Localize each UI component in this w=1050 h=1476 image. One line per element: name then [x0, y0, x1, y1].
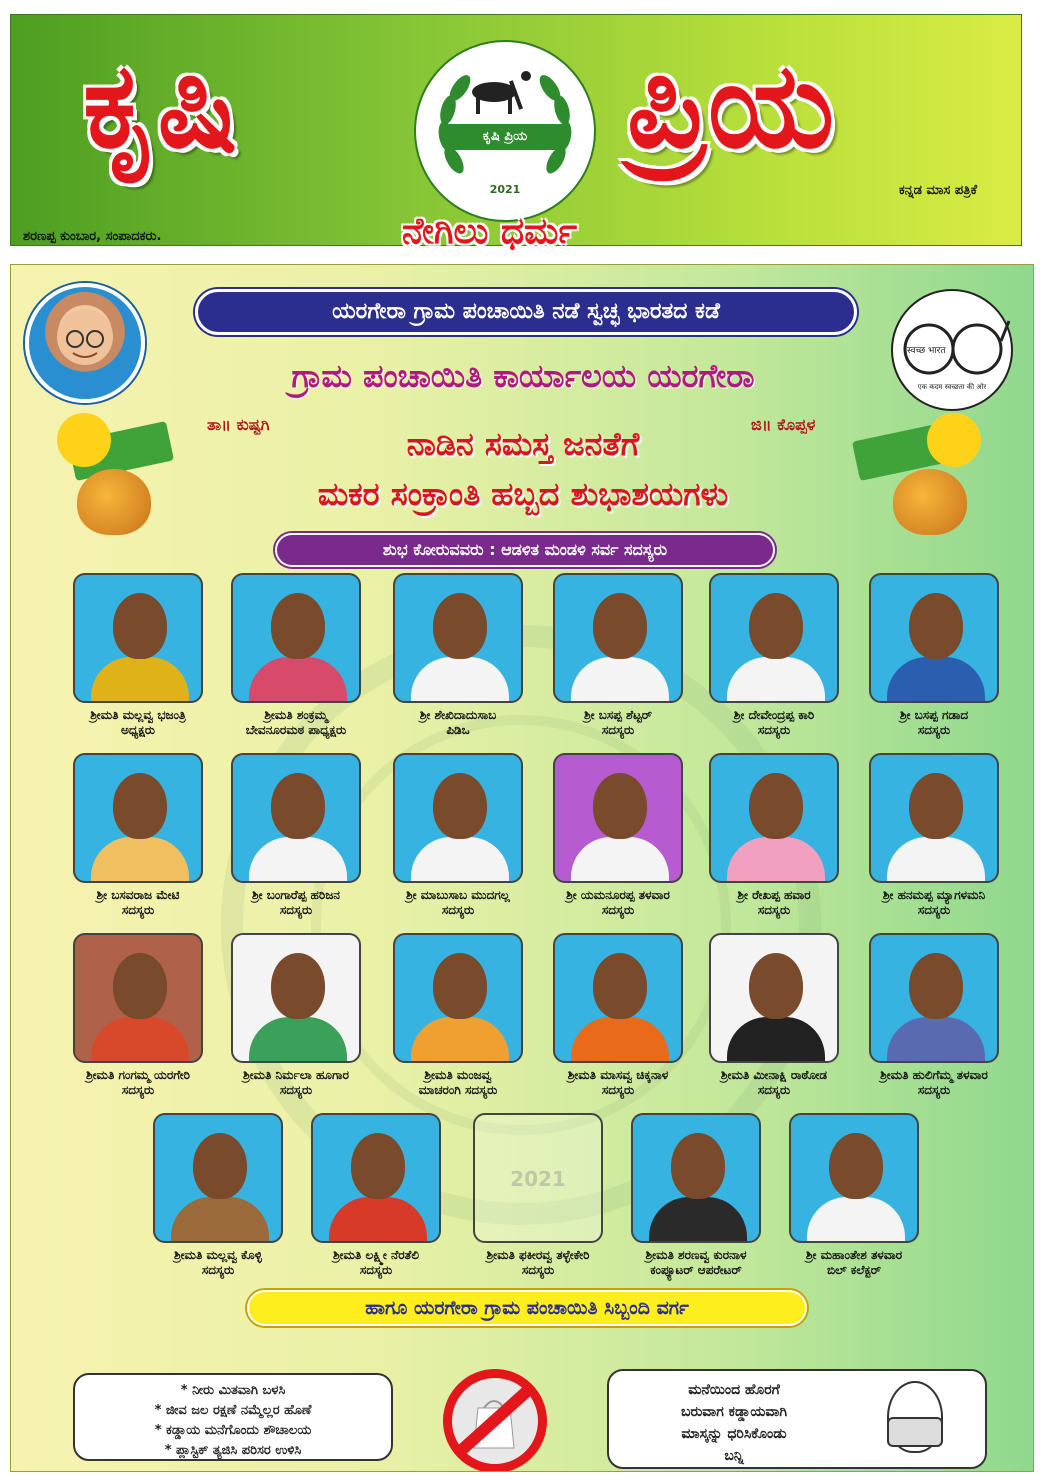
mask-line: ಬನ್ನಿ	[724, 1448, 744, 1464]
mask-line: ಬರುವಾಗ ಕಡ್ಡಾಯವಾಗಿ	[680, 1404, 788, 1420]
member-card	[373, 573, 543, 738]
member-photo	[709, 753, 839, 883]
member-photo-body	[571, 657, 669, 703]
member-photo-body	[571, 1017, 669, 1063]
member-name: ಶ್ರೀಮತಿ ಮಲ್ಲವ್ವ ಭಜಂತ್ರಿ	[90, 708, 186, 722]
member-photo-body	[249, 837, 347, 883]
member-card	[849, 573, 1019, 738]
masthead-subhead: ನೇಗಿಲು ಧರ್ಮ	[402, 211, 577, 252]
member-role: ಪಿಡಿಒ	[446, 723, 470, 737]
member-photo-face	[433, 953, 487, 1019]
member-role: ಕಂಪ್ಯೂಟರ್ ಆಪರೇಟರ್	[650, 1263, 742, 1277]
member-photo-face	[749, 953, 803, 1019]
tip-item: * ಜೀವ ಜಲ ರಕ್ಷಣೆ ನಮ್ಮೆಲ್ಲರ ಹೊಣೆ	[154, 1403, 312, 1418]
placeholder-watermark-year: 2021	[510, 1167, 566, 1191]
member-name: ಶ್ರೀಮತಿ ನಿರ್ಮಲಾ ಹೂಗಾರ	[242, 1068, 350, 1082]
member-role: ಸದಸ್ಯರು	[757, 723, 791, 737]
member-photo-face	[113, 593, 167, 659]
no-plastic-icon	[443, 1369, 547, 1472]
swachh-subtext: एक कदम स्वच्छता की ओर	[917, 383, 987, 391]
member-photo-face	[113, 953, 167, 1019]
member-name: ಶ್ರೀಮತಿ ಮಾಸವ್ವ ಚಿಕ್ಕನಾಳ	[567, 1068, 669, 1082]
member-card	[849, 933, 1019, 1098]
member-card	[53, 933, 223, 1098]
member-photo	[73, 933, 203, 1063]
member-name: ಶ್ರೀಮತಿ ಶರಣವ್ವ ಕುರನಾಳ	[645, 1248, 747, 1262]
member-card	[133, 1113, 303, 1278]
member-photo-body	[887, 837, 985, 883]
member-photo	[311, 1113, 441, 1243]
editor-credit: ಶರಣಪ್ಪ ಕುಂಬಾರ, ಸಂಪಾದಕರು.	[23, 229, 162, 244]
member-name: ಶ್ರೀ ದೇವೇಂದ್ರಪ್ಪ ಕಾರಿ	[733, 708, 815, 722]
member-photo-body	[727, 837, 825, 883]
member-name: ಶ್ರೀ ಬಸವರಾಜ ಮೇಟಿ	[96, 888, 180, 902]
member-photo-face	[433, 593, 487, 659]
member-photo-face	[749, 593, 803, 659]
tip-item: * ಪ್ಲಾಸ್ಟಿಕ್ ತ್ಯಜಿಸಿ ಪರಿಸರ ಉಳಿಸಿ	[164, 1443, 302, 1458]
member-photo	[869, 933, 999, 1063]
member-photo-body	[171, 1197, 269, 1243]
member-name: ಶ್ರೀಮತಿ ಫಕೀರವ್ವ ತಳ್ಳೇಕೇರಿ	[486, 1248, 590, 1262]
member-role: ಅಧ್ಯಕ್ಷರು	[121, 723, 155, 737]
member-name: ಶ್ರೀಮತಿ ಶಂಕ್ರಮ್ಮ	[264, 708, 328, 722]
swachh-text: स्वच्छ भारत	[907, 346, 946, 356]
mask-line: ಮನೆಯಿಂದ ಹೊರಗೆ	[688, 1382, 780, 1398]
member-role: ಸದಸ್ಯರು	[757, 903, 791, 917]
member-photo	[553, 753, 683, 883]
tip-item: * ಕಡ್ಡಾಯ ಮನೆಗೊಂದು ಶೌಚಾಲಯ	[154, 1423, 312, 1438]
member-card	[533, 753, 703, 918]
magazine-tagline: ಕನ್ನಡ ಮಾಸ ಪತ್ರಿಕೆ	[898, 183, 977, 198]
masthead-title-left: ಕೃಷಿ	[83, 36, 238, 174]
member-name: ಶ್ರೀ ಬಸಪ್ಪ ಶೆಟ್ಟರ್	[583, 708, 653, 722]
member-role: ಸದಸ್ಯರು	[121, 1083, 155, 1097]
member-role: ಸದಸ್ಯರು	[359, 1263, 393, 1277]
member-role: ಸದಸ್ಯರು	[201, 1263, 235, 1277]
taluk-label: ತಾ॥ ಕುಷ್ಟಗಿ	[207, 415, 270, 434]
member-photo-face	[271, 593, 325, 659]
member-photo-body	[411, 657, 509, 703]
face-mask-icon	[865, 1377, 963, 1463]
member-photo-body	[727, 1017, 825, 1063]
member-card	[291, 1113, 461, 1278]
greeting-line-2: ಮಕರ ಸಂಕ್ರಾಂತಿ ಹಬ್ಬದ ಶುಭಾಶಯಗಳು	[317, 475, 729, 513]
member-role: ಸದಸ್ಯರು	[601, 1083, 635, 1097]
member-name: ಶ್ರೀಮತಿ ಮಂಜವ್ವ	[424, 1068, 492, 1082]
member-photo-body	[411, 1017, 509, 1063]
member-photo-body	[649, 1197, 747, 1243]
member-name: ಶ್ರೀಮತಿ ಮೀನಾಕ್ಷಿ ರಾಠೋಡ	[720, 1068, 828, 1082]
member-photo-body	[887, 657, 985, 703]
member-name: ಶ್ರೀ ಹನಮಪ್ಪ ಮ್ಯಾಗಳಮನಿ	[882, 888, 986, 902]
member-card	[453, 1113, 623, 1278]
member-photo-face	[351, 1133, 405, 1199]
member-photo-face	[433, 773, 487, 839]
member-photo-face	[113, 773, 167, 839]
member-photo	[393, 573, 523, 703]
greeting-line-1: ನಾಡಿನ ಸಮಸ್ತ ಜನತೆಗೆ	[406, 425, 640, 463]
member-card	[689, 933, 859, 1098]
member-name: ಶ್ರೀ ಬಂಗಾರೆಪ್ಪ ಹರಿಜನ	[252, 888, 340, 902]
member-card	[53, 753, 223, 918]
member-photo-body	[727, 657, 825, 703]
member-card	[373, 933, 543, 1098]
member-photo	[231, 753, 361, 883]
member-photo	[709, 573, 839, 703]
member-card	[211, 753, 381, 918]
krishi-priya-logo-icon	[414, 40, 596, 222]
member-card	[373, 753, 543, 918]
logo-year: 2021	[489, 183, 521, 196]
member-name: ಶ್ರೀ ಮಾಬುಸಾಬ ಮುದಗಲ್ಲ	[406, 888, 510, 902]
member-role: ಸದಸ್ಯರು	[441, 903, 475, 917]
member-name: ಶ್ರೀಮತಿ ಹುಲಿಗೆಮ್ಮ ತಳವಾರ	[880, 1068, 988, 1082]
member-card	[211, 933, 381, 1098]
member-role: ಬಿಲ್ ಕಲೆಕ್ಟರ್	[826, 1263, 882, 1277]
member-photo	[73, 573, 203, 703]
member-card	[689, 573, 859, 738]
mask-notice-text	[619, 1379, 849, 1467]
member-photo	[553, 933, 683, 1063]
member-card	[769, 1113, 939, 1278]
member-name: ಶ್ರೀ ಯಮನೂರಪ್ಪ ತಳವಾರ	[566, 888, 670, 902]
member-photo	[473, 1113, 603, 1243]
member-photo	[553, 573, 683, 703]
member-photo	[231, 573, 361, 703]
member-photo-body	[411, 837, 509, 883]
member-photo-body	[329, 1197, 427, 1243]
member-role: ಸದಸ್ಯರು	[757, 1083, 791, 1097]
masthead	[10, 14, 1022, 252]
member-role: ಸದಸ್ಯರು	[917, 903, 951, 917]
member-photo-face	[829, 1133, 883, 1199]
member-photo-body	[249, 1017, 347, 1063]
member-role: ಸದಸ್ಯರು	[601, 723, 635, 737]
member-photo-body	[91, 837, 189, 883]
member-role: ಸದಸ್ಯರು	[121, 903, 155, 917]
member-name: ಶ್ರೀ ಬಸಪ್ಪ ಗಡಾದ	[899, 708, 969, 722]
clean-india-banner: ಯರಗೇರಾ ಗ್ರಾಮ ಪಂಚಾಯಿತಿ ನಡೆ ಸ್ವಚ್ಛ ಭಾರತದ ಕಡೆ	[195, 289, 857, 335]
member-photo-face	[909, 593, 963, 659]
member-photo-body	[91, 1017, 189, 1063]
member-photo-face	[271, 953, 325, 1019]
member-name: ಶ್ರೀ ರೇಖಪ್ಪ ಹವಾರ	[737, 888, 811, 902]
member-card	[533, 933, 703, 1098]
member-role: ಸದಸ್ಯರು	[279, 1083, 313, 1097]
member-photo-face	[671, 1133, 725, 1199]
member-role: ಮಾಚರಂಗಿ ಸದಸ್ಯರು	[418, 1083, 498, 1097]
member-card	[611, 1113, 781, 1278]
mask-cloth	[887, 1417, 943, 1447]
member-role: ಸದಸ್ಯರು	[279, 903, 313, 917]
member-role: ಬೇವನೂರಮಠ ಪಾಧ್ಯಕ್ಷರು	[245, 723, 347, 737]
staff-banner: ಹಾಗೂ ಯರಗೇರಾ ಗ್ರಾಮ ಪಂಚಾಯಿತಿ ಸಿಬ್ಬಂದಿ ವರ್ಗ	[247, 1290, 807, 1326]
member-photo-face	[271, 773, 325, 839]
logo-band-text: ಕೃಷಿ ಪ್ರಿಯ	[446, 124, 564, 150]
member-photo-body	[807, 1197, 905, 1243]
tip-item: * ನೀರು ಮಿತವಾಗಿ ಬಳಸಿ	[180, 1383, 286, 1398]
member-photo-face	[909, 773, 963, 839]
member-photo	[231, 933, 361, 1063]
panchayat-office-title: ಗ್ರಾಮ ಪಂಚಾಯಿತಿ ಕಾರ್ಯಾಲಯ ಯರಗೇರಾ	[291, 357, 755, 395]
member-card	[211, 573, 381, 738]
mask-notice-box	[607, 1369, 987, 1469]
member-role: ಸದಸ್ಯರು	[521, 1263, 555, 1277]
member-name: ಶ್ರೀಮತಿ ಮಲ್ಲವ್ವ ಕೊಳ್ಳಿ	[174, 1248, 262, 1262]
member-card	[533, 573, 703, 738]
member-photo-body	[571, 837, 669, 883]
member-name: ಶ್ರೀ ಶೇಖಿದಾದುಸಾಬ	[419, 708, 497, 722]
greeting-poster	[10, 264, 1034, 1472]
tips-box	[73, 1373, 393, 1461]
member-photo-face	[593, 773, 647, 839]
member-name: ಶ್ರೀ ಮಹಾಂತೇಶ ತಳವಾರ	[805, 1248, 903, 1262]
member-photo	[393, 753, 523, 883]
member-name: ಶ್ರೀಮತಿ ಗಂಗಮ್ಮ ಯರಗೇರಿ	[86, 1068, 190, 1082]
member-photo	[73, 753, 203, 883]
member-photo	[393, 933, 523, 1063]
district-label: ಜಿ॥ ಕೊಪ್ಪಳ	[751, 415, 816, 434]
member-photo-face	[909, 953, 963, 1019]
member-photo-face	[593, 593, 647, 659]
wishers-banner: ಶುಭ ಕೋರುವವರು : ಆಡಳಿತ ಮಂಡಳಿ ಸರ್ವ ಸದಸ್ಯರು	[275, 533, 775, 567]
member-photo	[869, 573, 999, 703]
member-photo-body	[91, 657, 189, 703]
member-card	[689, 753, 859, 918]
member-photo-face	[193, 1133, 247, 1199]
member-photo	[869, 753, 999, 883]
member-card	[53, 573, 223, 738]
member-role: ಸದಸ್ಯರು	[601, 903, 635, 917]
member-photo	[709, 933, 839, 1063]
member-photo	[631, 1113, 761, 1243]
masthead-title-right: ಪ್ರಿಯ	[627, 36, 835, 174]
member-photo-face	[749, 773, 803, 839]
member-role: ಸದಸ್ಯರು	[917, 1083, 951, 1097]
member-photo-body	[887, 1017, 985, 1063]
member-photo	[153, 1113, 283, 1243]
member-photo	[789, 1113, 919, 1243]
member-card	[849, 753, 1019, 918]
member-name: ಶ್ರೀಮತಿ ಲಕ್ಷ್ಮೀ ನೆರತೆಲಿ	[332, 1248, 420, 1262]
member-photo-body	[249, 657, 347, 703]
member-photo-face	[593, 953, 647, 1019]
member-role: ಸದಸ್ಯರು	[917, 723, 951, 737]
mask-line: ಮಾಸ್ಕನ್ನು ಧರಿಸಿಕೊಂಡು	[681, 1426, 787, 1442]
